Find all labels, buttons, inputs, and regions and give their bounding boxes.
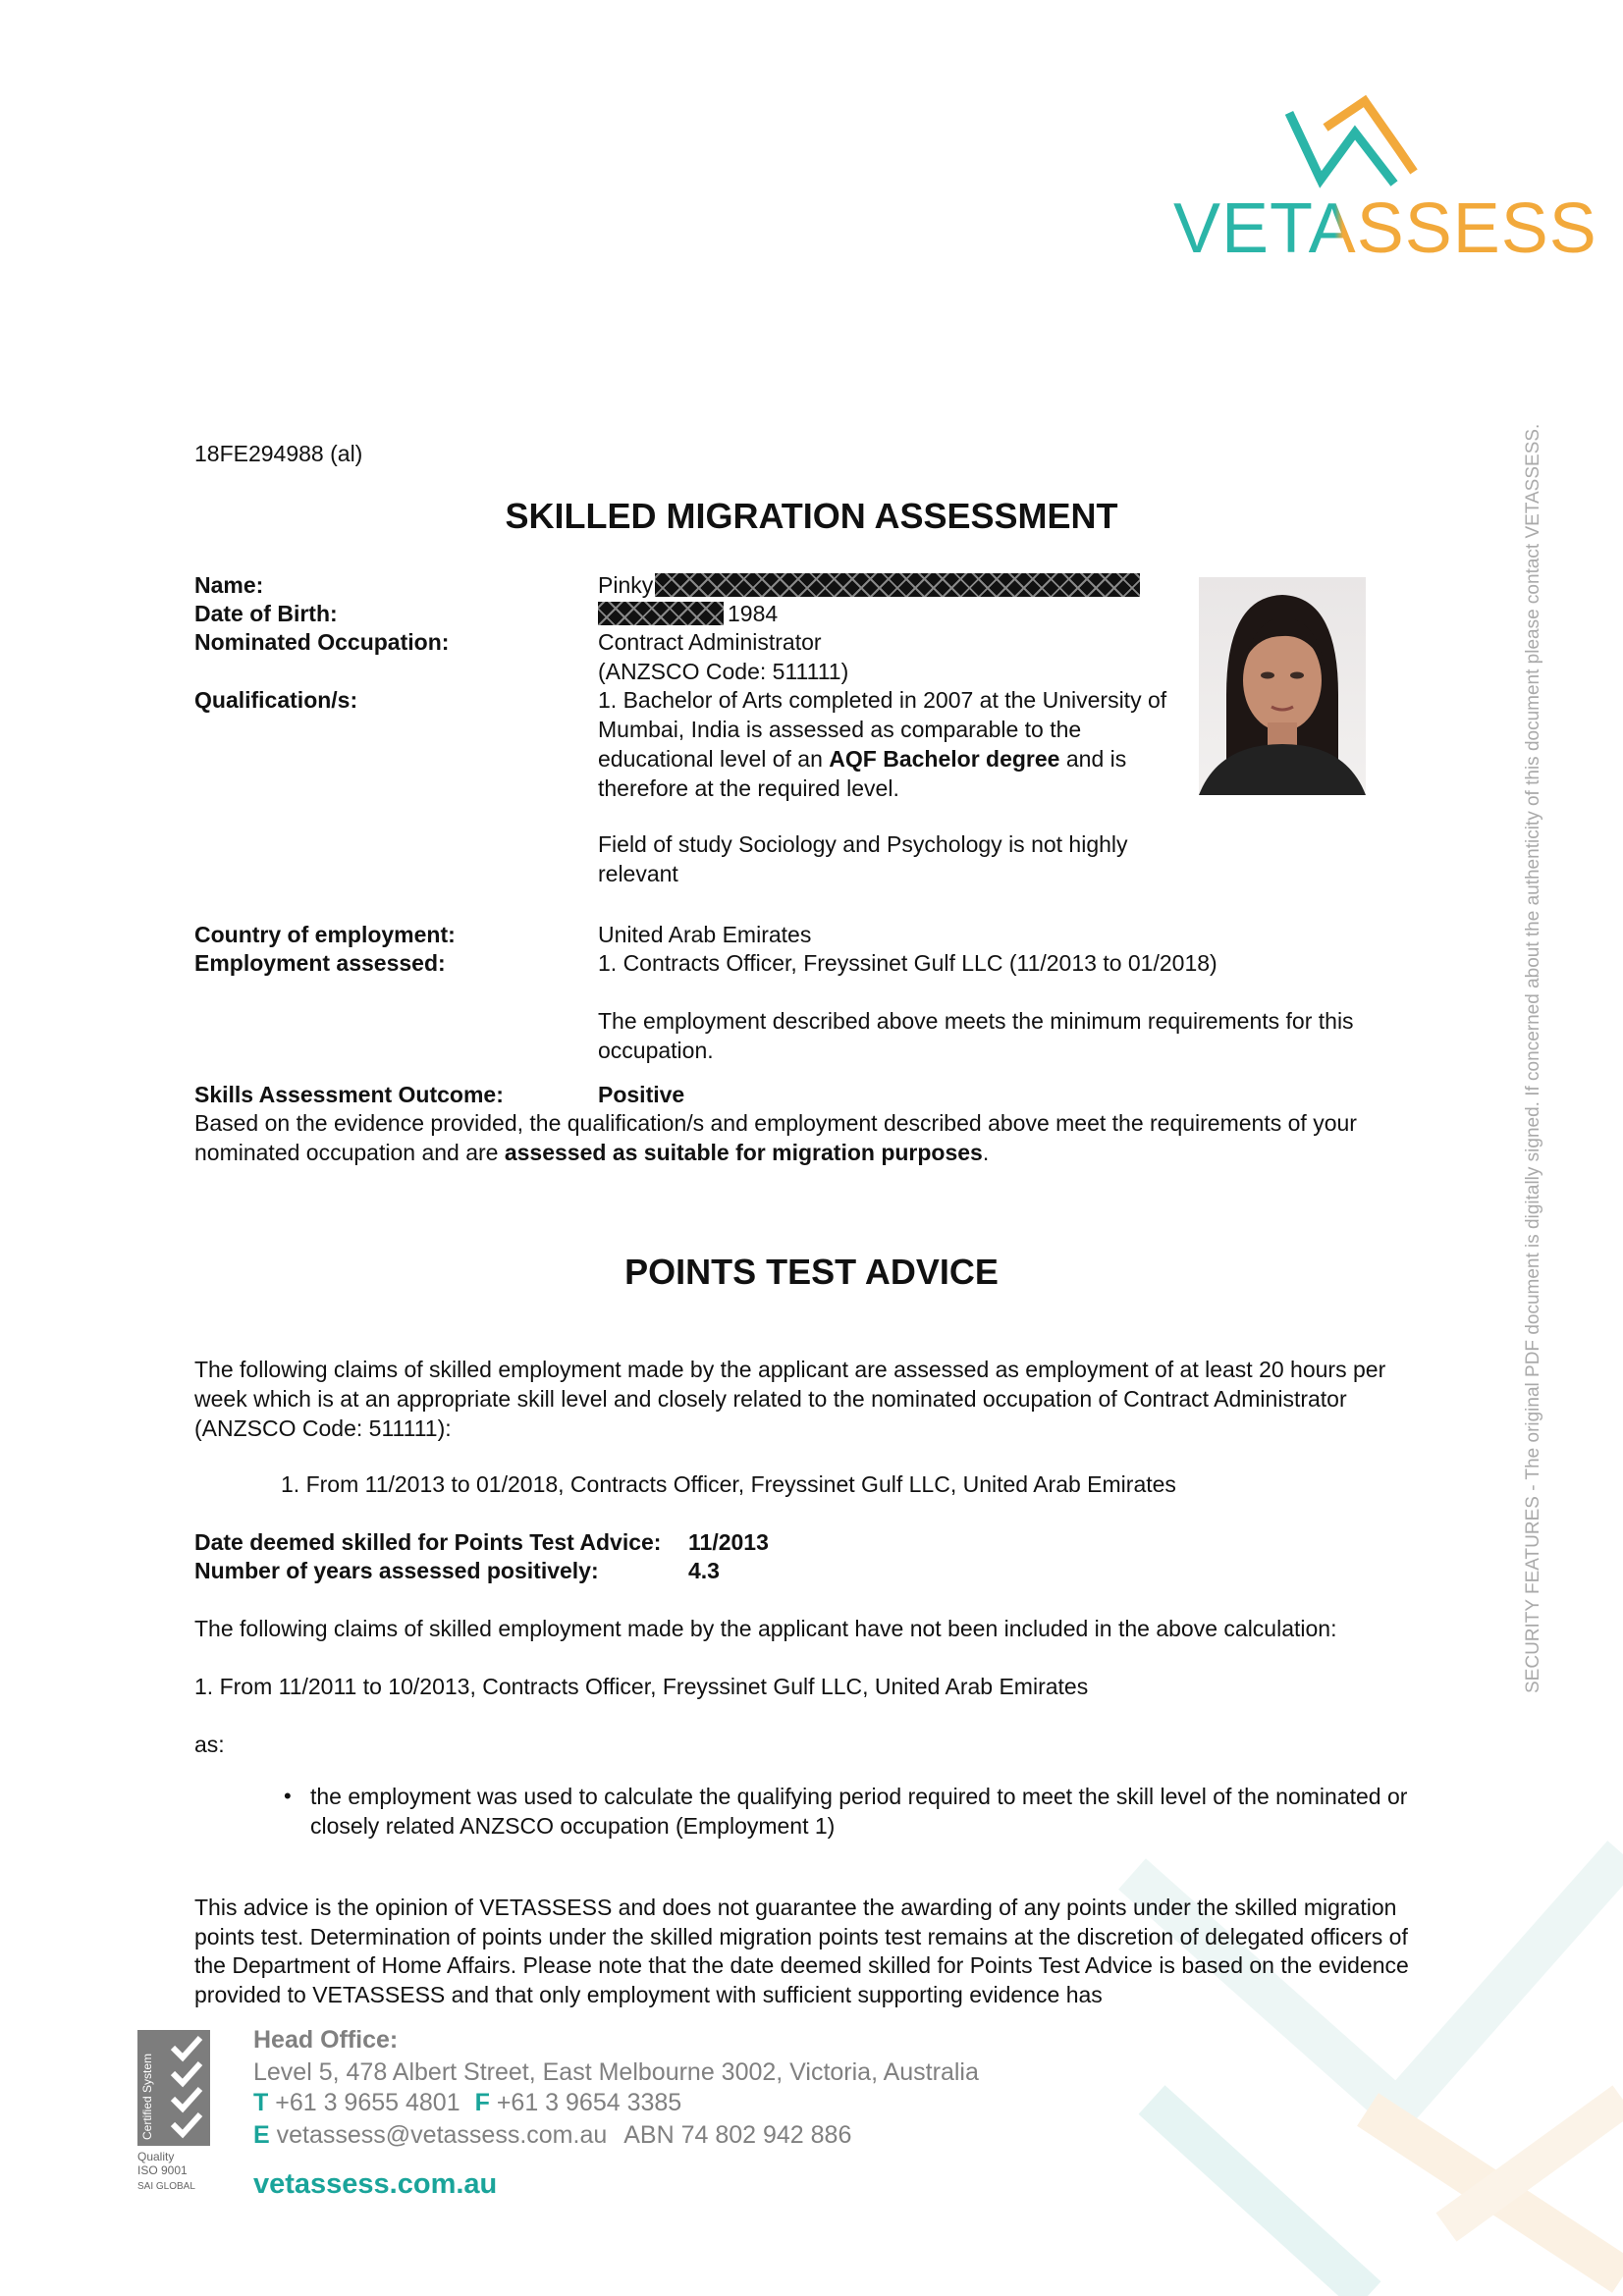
logo-wordmark: VETASSESS — [1173, 189, 1597, 268]
years-label: Number of years assessed positively: — [194, 1558, 599, 1583]
cert-iso-text: ISO 9001 — [137, 2163, 188, 2177]
reference-number: 18FE294988 (al) — [194, 441, 363, 466]
years-value: 4.3 — [688, 1558, 720, 1583]
name-value: Pinky — [598, 570, 1140, 600]
footer-website[interactable]: vetassess.com.au — [253, 2168, 498, 2200]
country-value: United Arab Emirates — [598, 922, 812, 947]
logo-chevron-icon — [1173, 93, 1542, 201]
cert-system-text: Certified System — [140, 2053, 154, 2140]
applicant-portrait-icon — [1199, 577, 1366, 795]
date-skilled-label: Date deemed skilled for Points Test Advice: — [194, 1529, 662, 1555]
qualification-label: Qualification/s: — [194, 687, 358, 713]
employment-value: 1. Contracts Officer, Freyssinet Gulf LLC (11/2013 to 01/2018) — [598, 950, 1217, 976]
occupation-code: (ANZSCO Code: 511111) — [598, 659, 849, 684]
points-title: POINTS TEST ADVICE — [624, 1252, 999, 1292]
excluded-claim-1: 1. From 11/2011 to 10/2013, Contracts Officer, Freyssinet Gulf LLC, United Arab Emirates — [194, 1674, 1089, 1699]
cert-sai-text: SAI GLOBAL — [137, 2181, 195, 2192]
qualification-text: 1. Bachelor of Arts completed in 2007 at the University of Mumbai, India is assessed as comparable to the educational level of an AQF Bachelor degree and is therefore at the required level. — [598, 687, 1167, 801]
page-title: SKILLED MIGRATION ASSESSMENT — [505, 496, 1118, 536]
date-skilled-value: 11/2013 — [688, 1529, 769, 1555]
checkmark-icon — [167, 2034, 206, 2142]
dob-label: Date of Birth: — [194, 601, 338, 626]
name-label: Name: — [194, 572, 264, 598]
head-office-label: Head Office: — [253, 2026, 399, 2054]
cert-quality-text: Quality — [137, 2150, 175, 2163]
employment-label: Employment assessed: — [194, 950, 446, 976]
redaction-dob — [598, 602, 724, 625]
occupation-label: Nominated Occupation: — [194, 629, 450, 655]
certification-badge — [135, 2030, 214, 2197]
footer-phone: T +61 3 9655 4801 F +61 3 9654 3385 — [253, 2089, 682, 2116]
outcome-value: Positive — [598, 1082, 685, 1107]
footer-email: E vetassess@vetassess.com.au ABN 74 802 942 886 — [253, 2121, 852, 2149]
country-label: Country of employment: — [194, 922, 456, 947]
bullet-item-1: the employment was used to calculate the qualifying period required to meet the skill level of the nominated or closely related ANZSCO occupation (Employment 1) — [310, 1784, 1408, 1839]
disclaimer-text: This advice is the opinion of VETASSESS and does not guarantee the awarding of any points under the skilled migration points test. Determination of points under the skilled migration points test remains at the discretion of delegated officers of the Department of Home Affairs. Please note that the date deemed skilled for Points Test Advice is based on the evidence provided to VETASSESS and that only employment with sufficient supporting evidence has — [194, 1895, 1409, 2007]
points-claim-1: 1. From 11/2013 to 01/2018, Contracts Officer, Freyssinet Gulf LLC, United Arab Emirates — [281, 1471, 1176, 1497]
applicant-photo — [1199, 577, 1366, 795]
excluded-intro: The following claims of skilled employment made by the applicant have not been included in the above calculation: — [194, 1616, 1337, 1641]
field-of-study-text: Field of study Sociology and Psychology is not highly relevant — [598, 831, 1128, 886]
occupation-value: Contract Administrator — [598, 629, 822, 655]
dob-value: 1984 — [598, 599, 778, 628]
bullet-dot: • — [284, 1784, 292, 1808]
outcome-text: Based on the evidence provided, the qualification/s and employment described above meet the requirements of your nominated occupation and are assessed as suitable for migration purposes. — [194, 1110, 1357, 1165]
redaction-name — [655, 573, 1140, 597]
footer-address: Level 5, 478 Albert Street, East Melbourne 3002, Victoria, Australia — [253, 2058, 979, 2086]
vetassess-logo — [1173, 93, 1597, 275]
employment-note: The employment described above meets the minimum requirements for this occupation. — [598, 1008, 1354, 1063]
security-features-text: SECURITY FEATURES - The original PDF document is digitally signed. If concerned about the authenticity of this document please contact VETASSESS. — [1523, 423, 1543, 1693]
outcome-label: Skills Assessment Outcome: — [194, 1082, 504, 1107]
points-intro: The following claims of skilled employment made by the applicant are assessed as employment of at least 20 hours per week which is at an appropriate skill level and closely related to the nominated occupation of Contract Administrator (ANZSCO Code: 511111): — [194, 1357, 1386, 1441]
as-text: as: — [194, 1732, 225, 1757]
